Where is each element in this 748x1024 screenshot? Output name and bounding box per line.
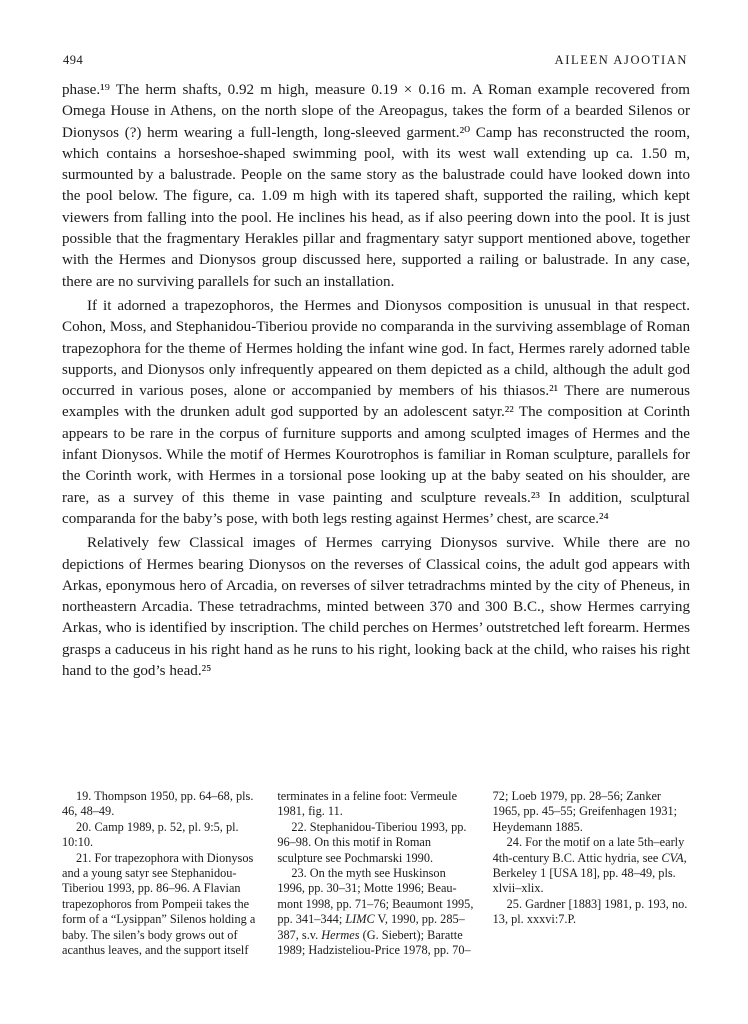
- footnote-21: 21. For trapezophora with Dionysos and a young satyr see Stephanidou-Tiberiou 1993, pp. 86–96. A Flavian trapezophoros from Pompeii takes the form of a “Lysippan” Silenos holding a baby. The silen’s body grows out of acanthus leaves, and the support itself: [62, 850, 256, 958]
- footnote-19: 19. Thompson 1950, pp. 64–68, pls. 46, 48–49.: [62, 789, 254, 819]
- paragraph-3: Relatively few Classical images of Hermes carrying Dionysos survive. While there are no depictions of Hermes bearing Dionysos on the reverses of Classical coins, the adult god appears with Arkas, eponymous hero of Arcadia, on reverses of silver tetradrachms minted by the city of Pheneus, in northeastern Arcadia. These tetradrachms, minted between 370 and 300 B.C., show Hermes carrying Arkas, who is identified by inscription. The child perches on Hermes’ outstretched left forearm. Hermes grasps a caduceus in his right hand as he runs to his right, looking back at the child, who raises his right hand to the god’s head.²⁵: [62, 535, 690, 680]
- page-number: 494: [63, 53, 84, 67]
- footnote-23-limc: LIMC: [345, 912, 375, 927]
- footnote-23-text-a: 23. On the myth see Huskinson 1996, pp. 30–31; Motte 1996; Beaumont 1998, pp. 71–76; Beaumont 1995, pp. 341–344;: [277, 866, 474, 927]
- footnote-24: [493, 835, 690, 897]
- footnote-21-continued: terminates in a feline foot: Vermeule 1981, fig. 11.: [277, 789, 458, 819]
- footnote-20: 20. Camp 1989, p. 52, pl. 9:5, pl. 10:10.: [62, 819, 239, 850]
- footnote-column-2: [277, 789, 474, 958]
- footnote-24-text-a: 24. For the motif on a late 5th–early 4th-century B.C. Attic hydria, see: [492, 835, 685, 865]
- footnote-23-text-b: V, 1990, pp. 285–387, s.v.: [277, 912, 465, 942]
- running-author: AILEEN AJOOTIAN: [554, 53, 688, 67]
- running-head: [63, 53, 688, 71]
- footnote-22: 22. Stephanidou-Tiberiou 1993, pp. 96–98. On this motif in Roman sculpture see Pochmarski 1990.: [277, 819, 467, 865]
- footnote-23: [277, 866, 474, 958]
- footnote-25: 25. Gardner [1883] 1981, p. 193, no. 13, pl. xxxvi:7.P.: [492, 896, 688, 927]
- footnotes: [62, 789, 690, 958]
- paragraph-2: If it adorned a trapezophoros, the Hermes and Dionysos composition is unusual in that respect. Cohon, Moss, and Stephanidou-Tiberiou provide no comparanda in the surviving assemblage of Roman trapezophora for the theme of Hermes holding the infant wine god. In fact, Hermes rarely adorned table supports, and Dionysos only infrequently appeared on them depicted as a child, although the adult god occurred in various poses, alone or accompanied by members of his thiasos.²¹ There are numerous examples with the drunken adult god supported by an adolescent satyr.²² The composition at Corinth appears to be rare in the corpus of furniture supports and among sculpted images of Hermes and the infant Dionysos. While the motif of Hermes Kourotrophos is familiar in Roman sculpture, parallels for the Corinth work, with Hermes in a torsional pose looking up at the baby seated on his shoulder, are rare, as a survey of this theme in vase painting and sculpture reveals.²³ In addition, sculptural comparanda for the baby’s pose, with both legs resting against Hermes’ chest, are scarce.²⁴: [62, 297, 690, 527]
- footnote-23-continued: 72; Loeb 1979, pp. 28–56; Zanker 1965, pp. 45–55; Greifenhagen 1931; Heydemann 1885.: [492, 789, 678, 834]
- body-text: [62, 80, 690, 682]
- footnote-23-hermes: Hermes: [321, 927, 360, 942]
- footnote-column-1: [62, 789, 259, 958]
- footnote-24-text-b: Berkeley 1 [USA 18], pp. 48–49, pls. xlvii–xlix.: [492, 866, 676, 896]
- footnote-24-cva: CVA,: [661, 850, 687, 865]
- paragraph-1: phase.¹⁹ The herm shafts, 0.92 m high, measure 0.19 × 0.16 m. A Roman example recovered from Omega House in Athens, on the north slope of the Areopagus, takes the form of a bearded Silenos or Dionysos (?) herm wearing a full-length, long-sleeved garment.²⁰ Camp has reconstructed the room, which contains a horseshoe-shaped swimming pool, with its west wall extending up ca. 1.50 m, surmounted by a balustrade. People on the same story as the balustrade could have looked down into the pool below. The figure, ca. 1.09 m high with its tapered shaft, supported the railing, which kept viewers from falling into the pool. He inclines his head, as if also peering down into the pool. It is just possible that the fragmentary Herakles pillar and fragmentary satyr support mentioned above, together with the Hermes and Dionysos group discussed here, supported a railing or balustrade. In any case, there are no surviving parallels for such an installation.: [62, 82, 690, 290]
- footnote-23-text-c: (G. Siebert); Baratte 1989; Hadzisteliou-Price 1978, pp. 70–: [277, 927, 471, 958]
- footnote-column-3: [493, 789, 690, 958]
